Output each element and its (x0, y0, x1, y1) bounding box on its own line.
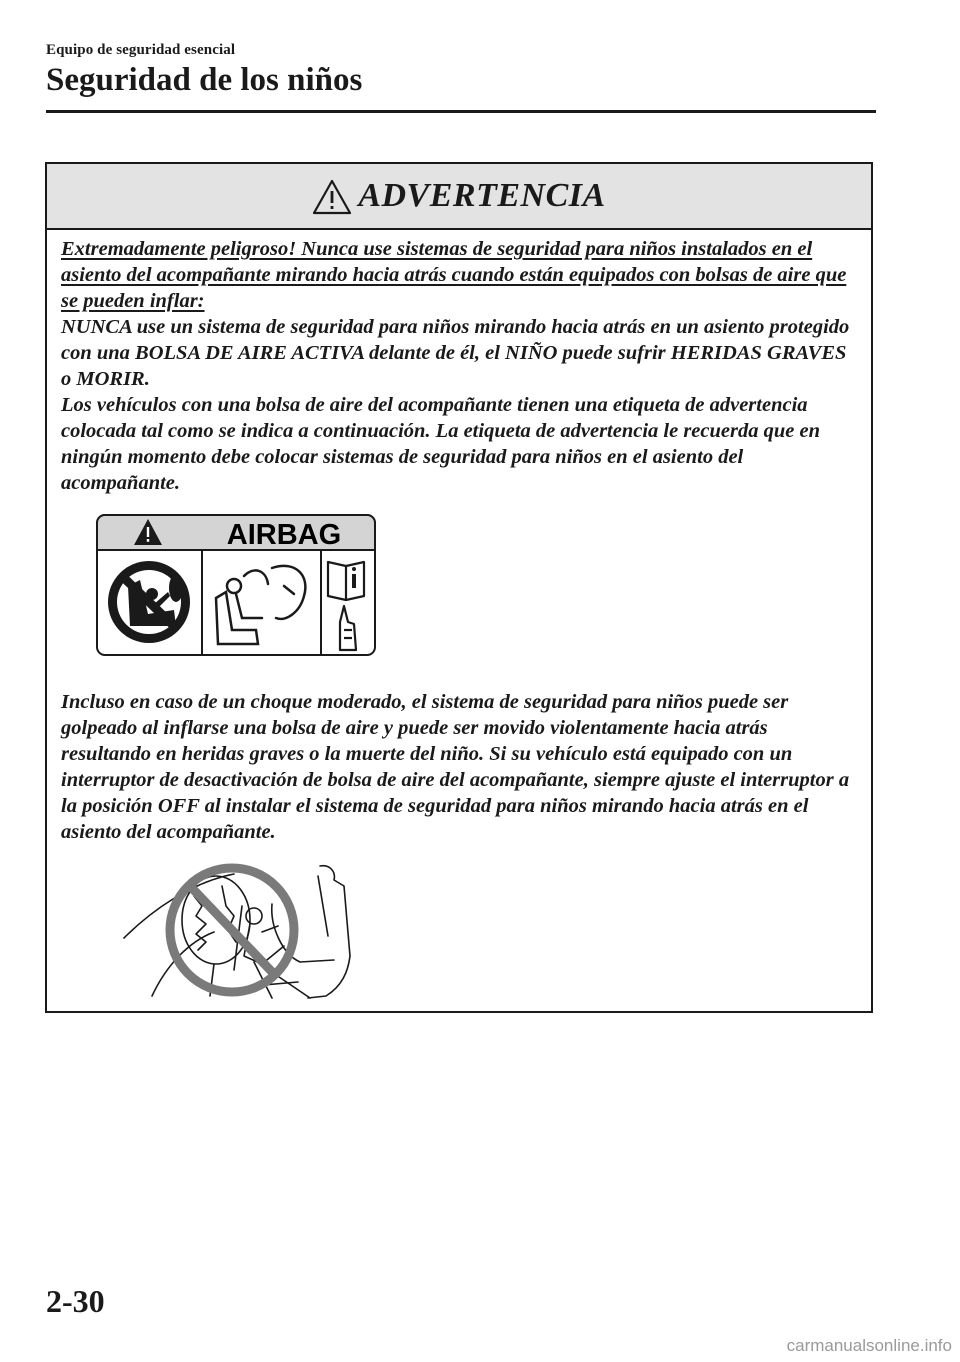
warning-heading: Extremadamente peligroso! Nunca use sistemas de seguridad para niños instalados en el asiento del acompañante mirando hacia atrás cuando están equipados con bolsas de aire que se pueden inflar: (61, 238, 847, 312)
title-divider (46, 110, 876, 113)
page-title: Seguridad de los niños (46, 62, 363, 98)
warning-paragraph-1: NUNCA use un sistema de seguridad para niños mirando hacia atrás en un asiento protegido con una BOLSA DE AIRE ACTIVA delante de él, el NIÑO puede sufrir HERIDAS GRAVES o MORIR. (61, 316, 850, 390)
label-airbag-text: AIRBAG (226, 519, 342, 551)
no-child-seat-icon (108, 561, 190, 643)
rear-facing-seat-airbag-illustration (122, 846, 362, 1006)
section-label: Equipo de seguridad esencial (46, 42, 236, 58)
warning-paragraph-3: Incluso en caso de un choque moderado, el sistema de seguridad para niños puede ser golpeado al inflarse una bolsa de aire y puede ser movido violentamente hacia atrás resultando en heridas graves o la muerte del niño. Si su vehículo está equipado con un interruptor de desactivación de bolsa de aire del acompañante, siempre ajuste el interruptor a la posición OFF al instalar el sistema de seguridad para niños mirando hacia atrás en el asiento del acompañante. (61, 691, 850, 843)
warning-title: ADVERTENCIA (358, 177, 606, 214)
warning-header (47, 164, 871, 230)
warning-paragraph-2: Los vehículos con una bolsa de aire del acompañante tienen una etiqueta de advertencia colocada tal como se indica a continuación. La etiqueta de advertencia le recuerda que en ningún momento debe colocar sistemas de seguridad para niños en el asiento del acompañante. (61, 394, 820, 494)
watermark: carmanualsonline.info (786, 1336, 952, 1355)
page-number: 2-30 (46, 1283, 105, 1319)
warning-triangle-icon (312, 179, 352, 215)
airbag-warning-label (96, 514, 376, 656)
warning-box (45, 162, 873, 1013)
